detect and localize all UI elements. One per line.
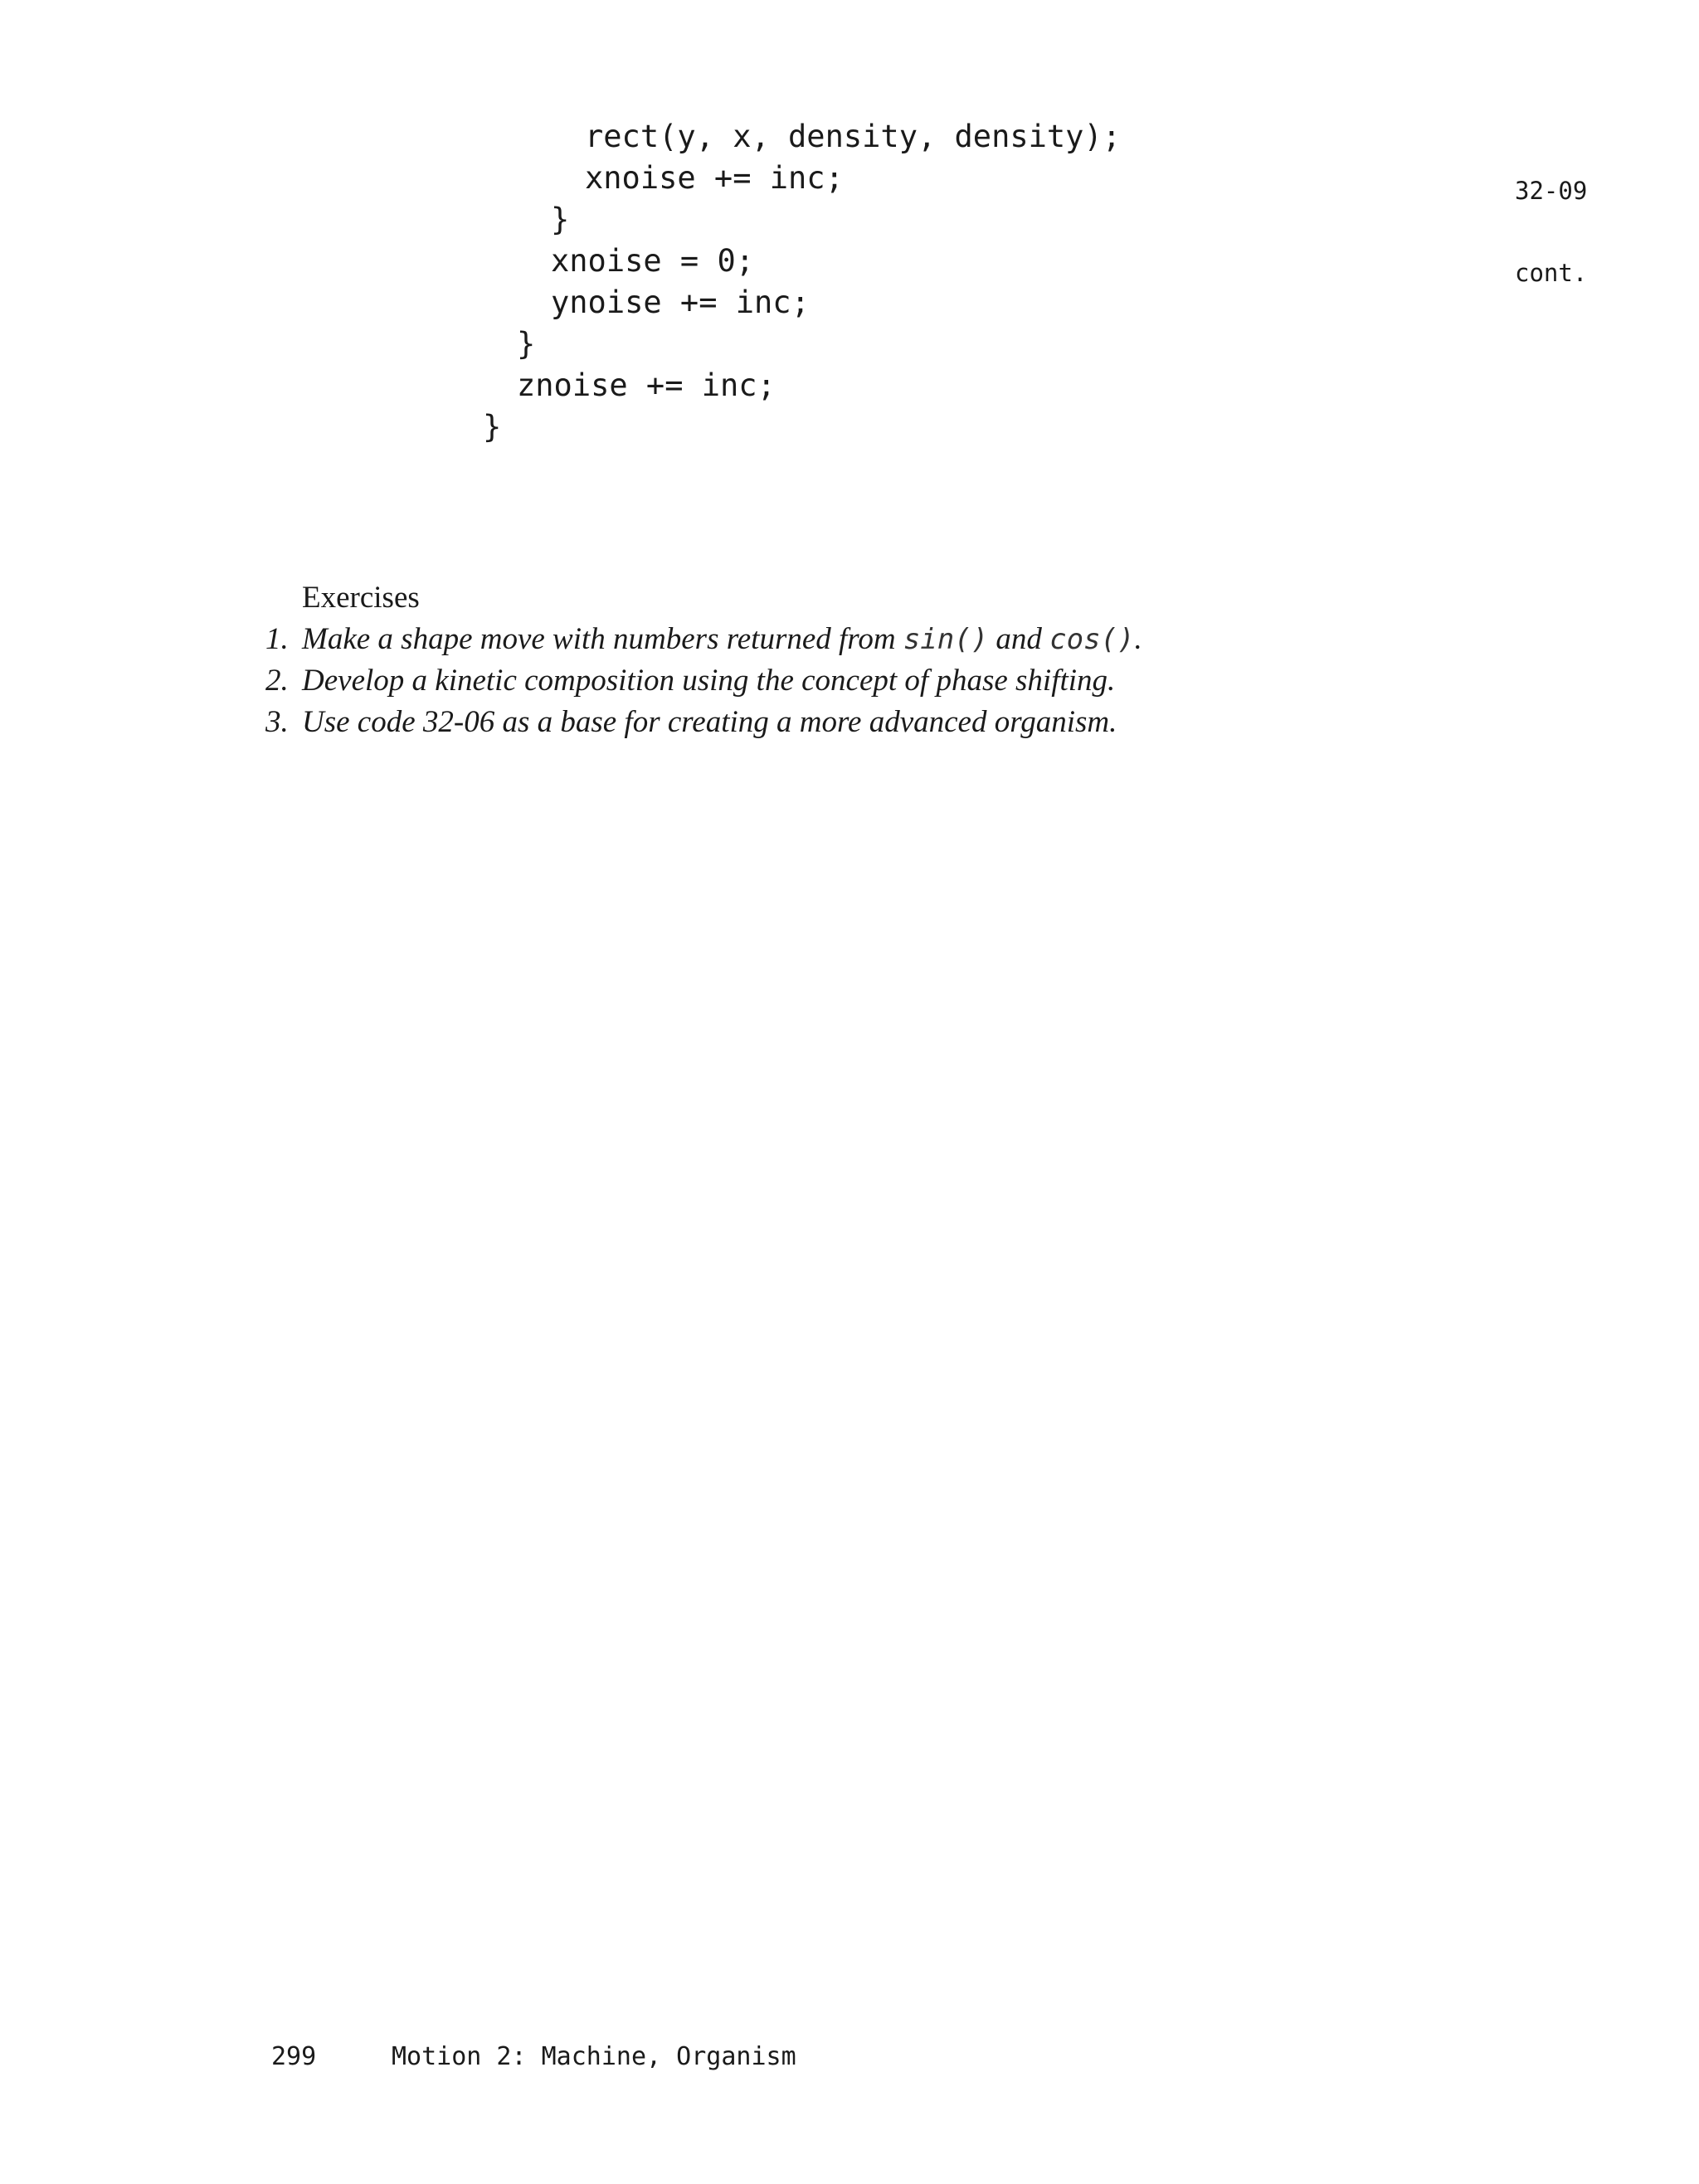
code-line: }	[517, 326, 536, 362]
exercise-item	[265, 702, 1117, 743]
code-line: }	[483, 409, 502, 445]
code-reference: cos()	[1049, 623, 1135, 656]
exercise-text: Make a shape move with numbers returned from	[302, 622, 903, 656]
exercise-item	[265, 619, 1142, 660]
exercise-item	[265, 660, 1115, 702]
code-line: xnoise = 0;	[551, 243, 755, 279]
code-label-number: 32-09	[1515, 177, 1588, 205]
code-reference: sin()	[903, 623, 989, 656]
code-line: xnoise += inc;	[585, 160, 844, 196]
exercise-number: 2.	[265, 664, 289, 698]
exercises-heading: Exercises	[302, 581, 420, 615]
code-label-continued: cont.	[1515, 259, 1588, 287]
code-line: ynoise += inc;	[551, 285, 810, 320]
code-line: }	[551, 202, 570, 237]
exercise-number: 1.	[265, 622, 289, 656]
exercise-text: .	[1134, 622, 1142, 656]
code-line: znoise += inc;	[517, 367, 776, 403]
code-line: rect(y, x, density, density);	[585, 119, 1122, 154]
exercise-text: and	[988, 622, 1050, 656]
exercise-text: Develop a kinetic composition using the concept of phase shifting.	[302, 664, 1116, 698]
running-title: Motion 2: Machine, Organism	[392, 2042, 796, 2071]
exercise-number: 3.	[265, 705, 289, 739]
code-reference-label	[1515, 123, 1587, 314]
exercise-text: Use code 32-06 as a base for creating a more advanced organism.	[302, 705, 1117, 739]
page-number: 299	[271, 2042, 317, 2071]
